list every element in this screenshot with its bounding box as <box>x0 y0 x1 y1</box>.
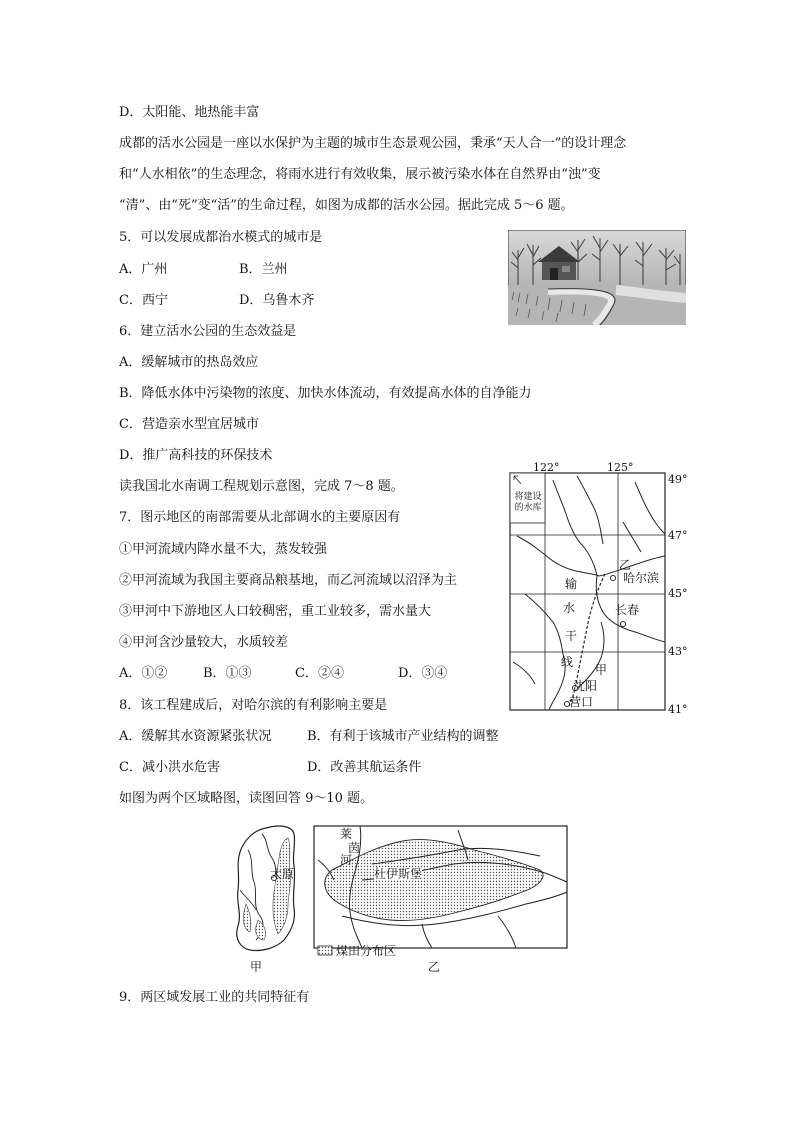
option-7d: D．③④ <box>398 666 448 681</box>
canal-label-1: 输 <box>565 577 578 591</box>
option-8d: D．改善其航运条件 <box>307 760 422 775</box>
city-changchun: 长春 <box>615 603 640 617</box>
city-harbin: 哈尔滨 <box>623 571 660 585</box>
intro-9-10: 如图为两个区域略图，读图回答 9～10 题。 <box>119 791 374 806</box>
option-7c: C．②④ <box>295 666 344 681</box>
canal-label-3: 干 <box>565 629 578 643</box>
question-7: 7．图示地区的南部需要从北部调水的主要原因有 <box>119 510 401 525</box>
city-yingkou: 营口 <box>569 695 594 709</box>
question-8: 8．该工程建成后，对哈尔滨的有利影响主要是 <box>119 698 388 713</box>
option-6b: B．降低水体中污染物的浓度、加快水体流动，有效提高水体的自净能力 <box>119 386 532 401</box>
canal-label-4: 线 <box>561 655 574 669</box>
statement-7-1: ①甲河流域内降水量不大，蒸发较强 <box>119 542 328 557</box>
question-9: 9．两区域发展工业的共同特征有 <box>119 990 310 1005</box>
option-5d: D．乌鲁木齐 <box>239 293 315 308</box>
rhine-label-3: 河 <box>340 853 353 867</box>
option-8b: B．有利于该城市产业结构的调整 <box>307 729 499 744</box>
lat-49-label: 49° <box>668 473 688 486</box>
canal-label-2: 水 <box>563 601 576 615</box>
option-7a: A．①② <box>119 666 168 681</box>
question-5: 5．可以发展成都治水模式的城市是 <box>119 230 323 245</box>
rhine-label-1: 莱 <box>340 827 353 841</box>
option-5c: C．西宁 <box>119 293 168 308</box>
city-duisburg: 杜伊斯堡 <box>374 867 423 881</box>
option-6c: C．营造亲水型宜居城市 <box>119 417 259 432</box>
option-5a: A．广州 <box>119 262 168 277</box>
park-photo-drawing <box>508 230 686 325</box>
coal-regions-map <box>222 820 572 980</box>
city-shenyang: 沈阳 <box>573 679 598 693</box>
lon-125-label: 125° <box>607 461 634 474</box>
intro-7-8: 读我国北水南调工程规划示意图，完成 7～8 题。 <box>119 479 404 494</box>
option-5b: B．兰州 <box>239 262 288 277</box>
question-6: 6．建立活水公园的生态效益是 <box>119 324 297 339</box>
reservoir-legend: 将建设的水库 <box>514 492 542 513</box>
lat-41-label: 41° <box>668 703 688 716</box>
option-7b: B．①③ <box>203 666 252 681</box>
statement-7-4: ④甲河含沙量较大，水质较差 <box>119 635 289 650</box>
statement-7-2: ②甲河流域为我国主要商品粮基地，而乙河流域以沼泽为主 <box>119 573 458 588</box>
river-jia-label: 甲 <box>595 663 608 677</box>
option-8c: C．减小洪水危害 <box>119 760 220 775</box>
passage-line-1: 成都的活水公园是一座以水保护为主题的城市生态景观公园，秉承“天人合一”的设计理念 <box>119 136 627 151</box>
region-yi-label: 乙 <box>428 960 441 974</box>
lat-43-label: 43° <box>668 645 688 658</box>
statement-7-3: ③甲河中下游地区人口较稠密，重工业较多，需水量大 <box>119 604 432 619</box>
lat-47-label: 47° <box>668 529 688 542</box>
river-yi-label: 乙 <box>619 558 632 572</box>
lon-122-label: 122° <box>533 461 560 474</box>
coal-regions-drawing <box>222 820 572 980</box>
passage-line-3: “清”、由“死”变“活”的生命过程，如图为成都的活水公园。据此完成 5～6 题。 <box>119 198 574 213</box>
coalfield-legend: 煤田分布区 <box>336 944 397 958</box>
option-6d: D．推广高科技的环保技术 <box>119 448 273 463</box>
city-taiyuan: 太原 <box>270 867 295 881</box>
lat-45-label: 45° <box>668 587 688 600</box>
rhine-label-2: 茵 <box>348 841 361 855</box>
passage-line-2: 和“人水相依”的生态理念，将雨水进行有效收集，展示被污染水体在自然界由“浊”变 <box>119 167 601 182</box>
option-8a: A．缓解其水资源紧张状况 <box>119 729 272 744</box>
option-6a: A．缓解城市的热岛效应 <box>119 355 259 370</box>
park-photo <box>508 230 686 325</box>
region-jia-label: 甲 <box>250 960 263 974</box>
option-5d-prev: D．太阳能、地热能丰富 <box>119 105 260 120</box>
water-transfer-map <box>505 462 695 716</box>
